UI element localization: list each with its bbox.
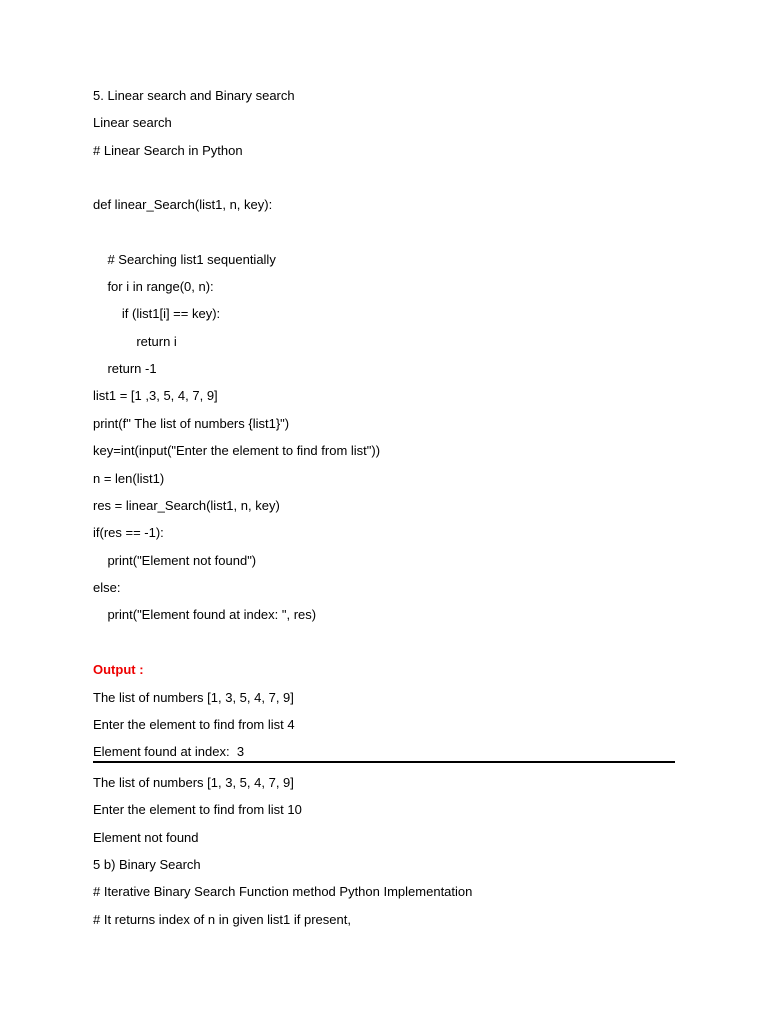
code-line: if (list1[i] == key): xyxy=(93,306,221,321)
code-line: print(f" The list of numbers {list1}") xyxy=(93,416,290,431)
code-line: return i xyxy=(93,334,177,349)
code-line: # It returns index of n in given list1 if present, xyxy=(93,912,351,927)
output-line: Enter the element to find from list 10 xyxy=(93,802,302,817)
code-line: res = linear_Search(list1, n, key) xyxy=(93,498,280,513)
code-line: # Searching list1 sequentially xyxy=(93,252,276,267)
code-line: # Iterative Binary Search Function method Python Implementation xyxy=(93,884,473,899)
code-line: n = len(list1) xyxy=(93,471,165,486)
output-line: Element found at index: 3 xyxy=(93,744,245,759)
subsection-title: Linear search xyxy=(93,115,172,130)
code-line: print("Element found at index: ", res) xyxy=(93,607,317,622)
code-line: list1 = [1 ,3, 5, 4, 7, 9] xyxy=(93,388,218,403)
section-title: 5. Linear search and Binary search xyxy=(93,88,295,103)
output-line: Element not found xyxy=(93,830,199,845)
output-heading: Output : xyxy=(93,662,144,677)
binary-search-heading: 5 b) Binary Search xyxy=(93,857,201,872)
code-line: print("Element not found") xyxy=(93,553,257,568)
code-line: def linear_Search(list1, n, key): xyxy=(93,197,273,212)
output-line: Enter the element to find from list 4 xyxy=(93,717,295,732)
code-line: return -1 xyxy=(93,361,157,376)
code-line: key=int(input("Enter the element to find from list")) xyxy=(93,443,381,458)
code-line: for i in range(0, n): xyxy=(93,279,214,294)
output-line: The list of numbers [1, 3, 5, 4, 7, 9] xyxy=(93,690,294,705)
code-line: if(res == -1): xyxy=(93,525,164,540)
horizontal-divider xyxy=(93,761,675,763)
code-line: else: xyxy=(93,580,121,595)
code-line: # Linear Search in Python xyxy=(93,143,243,158)
output-line: The list of numbers [1, 3, 5, 4, 7, 9] xyxy=(93,775,294,790)
